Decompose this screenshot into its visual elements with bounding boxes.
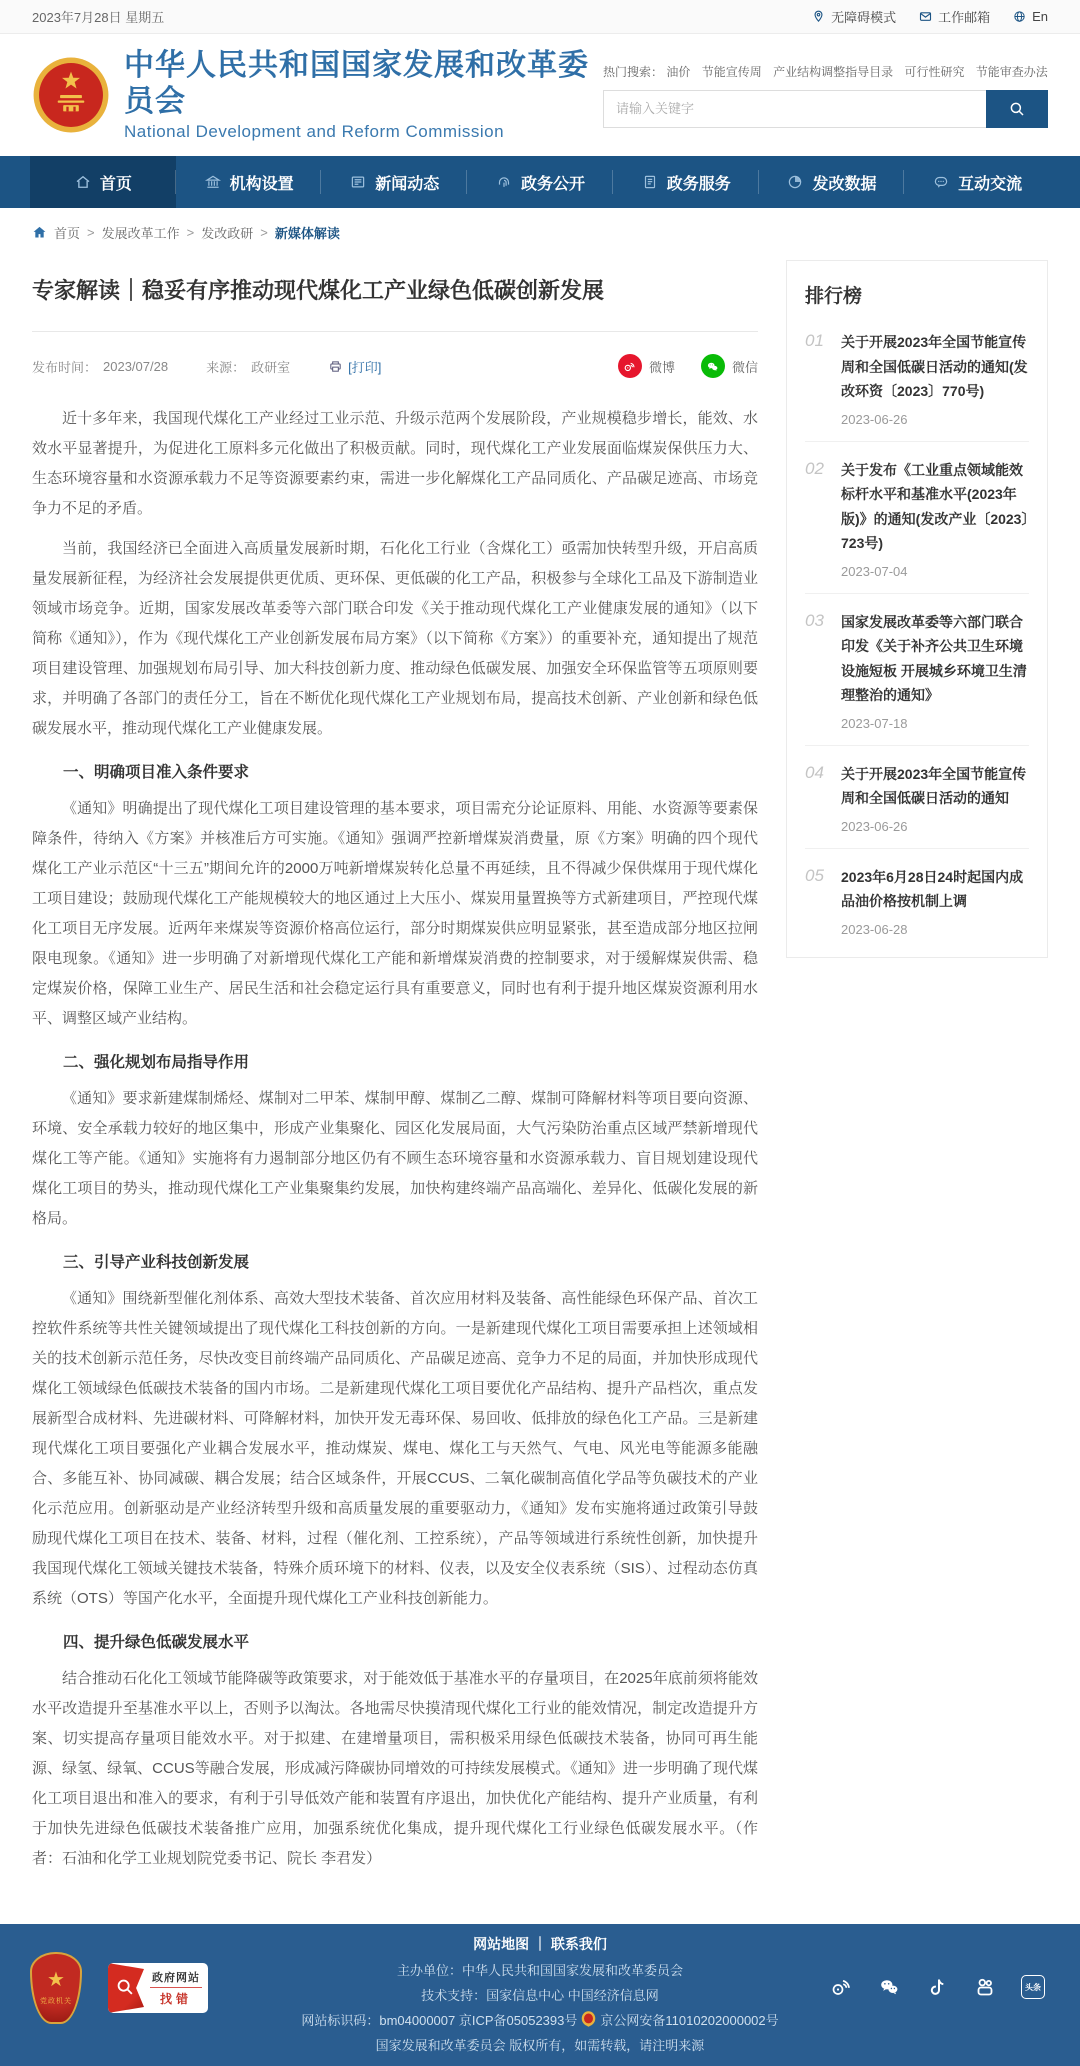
language-label: En: [1032, 9, 1048, 24]
footer-link-divider: ｜: [532, 1935, 547, 1952]
ranking-item-title: 2023年6月28日24时起国内成品油价格按机制上调: [841, 868, 1024, 909]
header-search-area: [603, 63, 1048, 128]
article-meta: [32, 332, 758, 404]
ranking-item-date: 2023-07-04: [841, 563, 908, 579]
contact-link[interactable]: 联系我们: [550, 1935, 607, 1952]
work-mailbox-label: 工作邮箱: [938, 10, 991, 25]
footer-info: [301, 1929, 778, 2061]
ranking-item-1[interactable]: [805, 314, 1029, 442]
share-weibo-label: 微博: [648, 359, 675, 375]
ranking-number: 03: [805, 610, 824, 630]
footer-registration: [301, 2011, 778, 2031]
find-error-action: 找错: [150, 1987, 202, 2007]
nav-item-gov-disclosure[interactable]: [467, 156, 613, 208]
sitemap-link[interactable]: 网站地图: [473, 1935, 530, 1952]
kuaishou-icon[interactable]: [972, 1974, 998, 2000]
breadcrumb-item[interactable]: 发展改革工作: [101, 226, 180, 241]
chat-icon: [932, 173, 950, 191]
ranking-number: 05: [805, 865, 824, 885]
magnifier-icon: [114, 1976, 136, 1998]
article-paragraph: 《通知》明确提出了现代煤化工项目建设管理的基本要求，项目需充分论证原料、用能、水资源等要素保障条件，待纳入《方案》并核准后方可实施。《通知》强调严控新增煤炭消费量，原《方案》明确的四个现代煤化工产业示范区“十三五”期间允许的2000万吨新增煤炭转化总量不再延续，且不得减少保供煤用于现代煤化工项目建设；鼓励现代煤化工产能规模较大的地区通过上大压小、煤炭用量置换等方式新建项目，严控现代煤化工项目无序发展。近两年来煤炭等资源价格高位运行，部分时期煤炭供应明显紧张，甚至造成部分地区拉闸限电现象。《通知》进一步明确了对新增现代煤化工产能和新增煤炭消费的控制要求，对于缓解煤炭供需、稳定煤炭价格，保障工业生产、居民生活和社会稳定运行具有重要意义，同时也有利于提升地区煤炭资源利用水平、调整区域产业结构。: [32, 800, 758, 1027]
printer-icon: [328, 359, 343, 374]
breadcrumb: [0, 208, 1080, 254]
breadcrumb-item-current[interactable]: 新媒体解读: [274, 226, 340, 241]
breadcrumb-item[interactable]: 发改政研: [201, 226, 254, 241]
search-input[interactable]: [603, 90, 986, 128]
print-label: [打印]: [348, 359, 382, 375]
share-wechat-label: 微信: [731, 359, 758, 375]
wechat-icon: [701, 354, 725, 378]
section-heading-1: 一、明确项目准入条件要求: [63, 764, 250, 781]
news-icon: [349, 173, 367, 191]
publish-time: [32, 357, 168, 376]
nav-item-home[interactable]: [30, 156, 176, 208]
ranking-item-4[interactable]: [805, 746, 1029, 849]
location-pin-icon: [811, 9, 826, 24]
ranking-item-title: 关于开展2023年全国节能宣传周和全国低碳日活动的通知: [841, 765, 1027, 806]
nav-label: 机构设置: [229, 175, 294, 193]
nav-item-gov-services[interactable]: [613, 156, 759, 208]
nav-item-ndrc-data[interactable]: [759, 156, 905, 208]
ranking-item-date: 2023-07-18: [841, 715, 908, 731]
footer-organizer: 主办单位：中华人民共和国国家发展和改革委员会: [396, 1962, 683, 1978]
star-icon: ★: [47, 1969, 65, 1991]
footer-support: 技术支持：国家信息中心 中国经济信息网: [421, 1987, 659, 2003]
flag-icon: [108, 1963, 144, 2013]
police-badge-icon: [581, 2011, 596, 2027]
bank-icon: [204, 173, 222, 191]
article-paragraph: 近十多年来，我国现代煤化工产业经过工业示范、升级示范两个发展阶段，产业规模稳步增长，能效、水效水平显著提升，为促进化工原料多元化做出了积极贡献。同时，现代煤化工产业发展面临煤炭保供压力大、生态环境容量和水资源承载力不足等资源要素约束，需进一步化解煤化工产品同质化、产品碳足迹高、市场竞争力不足的矛盾。: [32, 410, 758, 517]
home-icon: [32, 225, 47, 240]
nav-item-news[interactable]: [321, 156, 467, 208]
search-bar: [603, 90, 1048, 128]
site-title-en: National Development and Reform Commission: [124, 122, 505, 141]
hot-keyword[interactable]: 产业结构调整指导目录: [773, 64, 894, 79]
section-heading-2: 二、强化规划布局指导作用: [63, 1054, 250, 1071]
current-date: 2023年7月28日 星期五: [32, 10, 165, 25]
fingerprint-icon: [495, 173, 513, 191]
ranking-number: 04: [805, 762, 824, 782]
ranking-item-2[interactable]: [805, 442, 1029, 594]
shield-label: 党政机关: [40, 1998, 72, 2005]
article-paragraph: 《通知》要求新建煤制烯烃、煤制对二甲苯、煤制甲醇、煤制乙二醇、煤制可降解材料等项目要向资源、环境、安全承载力较好的地区集中，形成产业集聚化、园区化发展局面，大气污染防治重点区域严禁新增现代煤化工等产能。《通知》实施将有力遏制部分地区仍有不顾生态环境容量和水资源承载力、盲目规划建设现代煤化工项目的势头，推动现代煤化工产业集聚集约发展，加快构建终端产品高端化、差异化、低碳化发展的新格局。: [32, 1090, 758, 1227]
breadcrumb-separator: >: [87, 225, 95, 240]
toutiao-label: 头条: [1021, 1975, 1045, 1999]
source-value: 政研室: [251, 359, 291, 375]
section-heading-4: 四、提升绿色低碳发展水平: [63, 1634, 250, 1651]
find-error-title: 政府网站: [152, 1972, 200, 1984]
hot-search-label: 热门搜索：: [603, 64, 664, 79]
share-bar: [618, 354, 758, 378]
article-source: [206, 357, 290, 376]
main-content: [0, 254, 1080, 1924]
ranking-item-date: 2023-06-26: [841, 818, 908, 834]
nav-label: 政务公开: [521, 175, 586, 193]
ranking-item-5[interactable]: [805, 849, 1029, 951]
article-paragraph: 结合推动石化化工领域节能降碳等政策要求，对于能效低于基准水平的存量项目，在2025年底前须将能效水平改造提升至基准水平以上，否则予以淘汰。各地需尽快摸清现代煤化工行业的能效情况，制定改造提升方案、切实提高存量项目能效水平。对于拟建、在建增量项目，需积极采用绿色低碳技术装备，协同可再生能源、绿氢、绿氧、CCUS等融合发展，形成减污降碳协同增效的可持续发展模式。《通知》进一步明确了现代煤化工项目退出和准入的要求，有利于引导低效产能和装置有序退出，加快优化产能结构、提升产业质量，有利于加快先进绿色低碳技术装备推广应用，加强系统优化集成，提升现代煤化工行业绿色低碳发展水平。（作者：石油和化学工业规划院党委书记、院长 李君发）: [32, 1670, 758, 1867]
footer-badges: [30, 1952, 208, 2024]
party-gov-shield-badge: [30, 1952, 82, 2024]
hot-keyword[interactable]: 节能审查办法: [975, 64, 1048, 79]
ranking-item-date: 2023-06-28: [841, 921, 908, 937]
top-utility-bar: [0, 0, 1080, 34]
document-icon: [641, 173, 659, 191]
ranking-item-title: 关于发布《工业重点领域能效标杆水平和基准水平(2023年版)》的通知(发改产业〔2023〕723号): [841, 461, 1029, 551]
language-toggle[interactable]: [1012, 9, 1048, 24]
weibo-icon: [618, 354, 642, 378]
nav-label: 发改数据: [812, 175, 877, 193]
print-button[interactable]: [328, 357, 381, 376]
topbar-links: [811, 7, 1048, 26]
footer-copyright: 国家发展和改革委员会 版权所有，如需转载，请注明来源: [375, 2037, 705, 2053]
national-emblem-logo: [32, 56, 110, 134]
sidebar: [786, 260, 1048, 958]
ranking-item-title: 国家发展改革委等六部门联合印发《关于补齐公共卫生环境设施短板 开展城乡环境卫生清理整治的通知》: [841, 613, 1027, 703]
nav-item-organization[interactable]: [176, 156, 322, 208]
breadcrumb-separator: >: [260, 225, 268, 240]
article-title: 专家解读｜稳妥有序推动现代煤化工产业绿色低碳创新发展: [32, 278, 605, 303]
ranking-item-date: 2023-06-26: [841, 411, 908, 427]
source-label: 来源：: [206, 359, 246, 375]
ranking-number: 01: [805, 331, 824, 350]
accessibility-link[interactable]: [811, 7, 896, 26]
nav-label: 新闻动态: [375, 175, 440, 193]
ranking-title: 排行榜: [805, 286, 863, 307]
pie-chart-icon: [786, 173, 804, 191]
article: [32, 260, 758, 1884]
nav-label: 首页: [99, 175, 132, 193]
footer: [0, 1924, 1080, 2066]
ranking-item-3[interactable]: [805, 594, 1029, 746]
nav-label: 互动交流: [958, 175, 1023, 193]
share-wechat-button[interactable]: [701, 354, 758, 378]
accessibility-label: 无障碍模式: [831, 10, 897, 25]
work-mailbox-link[interactable]: [918, 7, 990, 26]
ranking-item-title: 关于开展2023年全国节能宣传周和全国低碳日活动的通知(发改环资〔2023〕770号): [841, 334, 1028, 399]
globe-icon: [1012, 9, 1027, 24]
toutiao-icon[interactable]: [1020, 1974, 1046, 2000]
section-heading-3: 三、引导产业科技创新发展: [63, 1254, 250, 1271]
ranking-box: [786, 260, 1048, 958]
hot-keyword[interactable]: 油价: [666, 64, 691, 79]
nav-label: 政务服务: [666, 175, 731, 193]
hot-search-bar: [603, 63, 1048, 80]
site-title: [124, 48, 603, 142]
share-weibo-button[interactable]: [618, 354, 675, 378]
police-record[interactable]: 京公网安备11010202000002号: [600, 2012, 779, 2028]
footer-social-bar: [828, 1974, 1046, 2000]
hot-keyword[interactable]: 可行性研究: [904, 64, 965, 79]
search-button[interactable]: [986, 90, 1048, 128]
article-paragraph: 当前，我国经济已全面进入高质量发展新时期，石化化工行业（含煤化工）亟需加快转型升级，开启高质量发展新征程，为经济社会发展提供更优质、更环保、更低碳的化工产品，积极参与全球化工品及下游制造业领域市场竞争。近期，国家发展改革委等六部门联合印发《关于推动现代煤化工产业健康发展的通知》（以下简称《通知》），作为《现代煤化工产业创新发展布局方案》（以下简称《方案》）的重要补充，通知提出了规范项目建设管理、加强规划布局引导、加大科技创新力度、推动绿色低碳发展、加强安全环保监管等五项原则要求，并明确了各部门的责任分工，旨在不断优化现代煤化工产业规划布局，提高技术创新、产业创新和绿色低碳发展水平，推动现代煤化工产业健康发展。: [32, 540, 758, 737]
gov-site-find-error-badge[interactable]: [108, 1963, 208, 2013]
breadcrumb-item[interactable]: 首页: [54, 226, 81, 241]
publish-time-label: 发布时间：: [32, 359, 98, 375]
site-title-cn: 中华人民共和国国家发展和改革委员会: [124, 49, 589, 118]
publish-time-value: 2023/07/28: [103, 358, 169, 374]
search-icon: [1008, 100, 1026, 118]
nav-item-interaction[interactable]: [904, 156, 1050, 208]
main-nav: [0, 156, 1080, 208]
footer-links: [301, 1934, 778, 1956]
ranking-number: 02: [805, 458, 824, 478]
douyin-icon[interactable]: [924, 1974, 950, 2000]
home-icon: [74, 173, 92, 191]
site-header: [0, 34, 1080, 156]
mailbox-icon: [918, 9, 933, 24]
weibo-icon[interactable]: [828, 1974, 854, 2000]
wechat-icon[interactable]: [876, 1974, 902, 2000]
hot-keyword[interactable]: 节能宣传周: [701, 64, 762, 79]
site-code: 网站标识码：bm04000007 京ICP备05052393号: [301, 2012, 578, 2028]
breadcrumb-separator: >: [186, 225, 195, 240]
article-paragraph: 《通知》围绕新型催化剂体系、高效大型技术装备、首次应用材料及装备、高性能绿色环保产品、首次工控软件系统等共性关键领域提出了现代煤化工科技创新的方向。一是新建现代煤化工项目需要承担上述领域相关的技术创新示范任务，尽快改变目前终端产品同质化、产品碳足迹高、竞争力不足的局面，并加快形成现代煤化工领域绿色低碳技术装备的国内市场。二是新建现代煤化工项目要优化产品结构、提升产品档次，重点发展新型合成材料、先进碳材料、可降解材料，加快开发无毒环保、易回收、低排放的绿色化工产品。三是新建现代煤化工项目要强化产业耦合发展水平，推动煤炭、煤电、煤化工与天然气、气电、风光电等能源多能融合、多能互补、协同减碳、耦合发展；结合区域条件，开展CCUS、二氧化碳制高值化学品等负碳技术的产业化示范应用。创新驱动是产业经济转型升级和高质量发展的重要驱动力，《通知》发布实施将通过政策引导鼓励现代煤化工项目在技术、装备、材料，过程（催化剂、工控系统），产品等领域进行系统性创新，加快提升我国现代煤化工领域关键技术装备，特殊介质环境下的材料、仪表，以及安全仪表系统（SIS）、过程动态仿真系统（OTS）等国产化水平，全面提升现代煤化工产业科技创新能力。: [32, 1290, 758, 1607]
